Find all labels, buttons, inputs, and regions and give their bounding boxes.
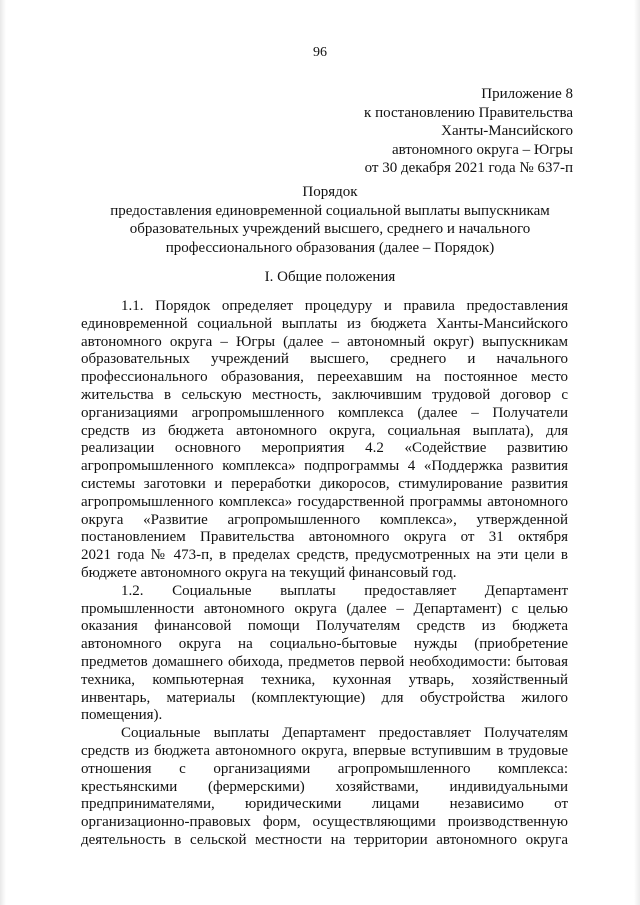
title-line: образовательных учреждений высшего, среднего и начального (129, 221, 531, 237)
body-line: системы заготовки и переработки дикоросов, стимулирование развития (81, 475, 568, 492)
body-line: деятельность в сельской местности на территории автономного округа (81, 831, 568, 848)
appendix-line: от 30 декабря 2021 года № 637-п (364, 160, 573, 176)
body-line: отношения с организациями агропромышленного комплекса: (81, 760, 568, 777)
body-line: предметов домашнего обихода, предметов первой необходимости: бытовая (81, 653, 568, 670)
body-line: помещения). (81, 707, 163, 724)
appendix-line: Приложение 8 (481, 86, 573, 102)
body-line: промышленности автономного округа (далее – Департамент) с целью (81, 600, 568, 617)
body-line: автономного округа – Югры (далее – автономный округ) выпускникам (81, 333, 568, 350)
body-line: организациями агропромышленного комплекса (далее – Получатели (81, 404, 568, 421)
body-line: 1.1. Порядок определяет процедуру и правила предоставления (121, 298, 568, 314)
body-line: бюджете автономного округа на текущий финансовый год. (81, 564, 457, 581)
body-line: агропромышленного комплекса» подпрограммы 4 «Поддержка развития (81, 458, 568, 475)
body-line: автономного округа на социально-бытовые нужды (приобретение (81, 636, 568, 653)
title-line: предоставления единовременной социальной выплаты выпускникам (110, 202, 550, 219)
page-number: 96 (313, 45, 327, 60)
section-heading: I. Общие положения (264, 269, 396, 285)
body-line: жительства в сельскую местность, заключившим трудовой договор с (81, 386, 568, 403)
body-line: крестьянскими (фермерскими) хозяйствами, индивидуальными (81, 778, 568, 795)
appendix-line: автономного округа – Югры (391, 141, 573, 158)
body-line: Социальные выплаты Департамент предоставляет Получателям (121, 725, 568, 742)
scan-edge-right (634, 0, 640, 905)
body-line: 2021 года № 473-п, в пределах средств, предусмотренных на эти цели в (81, 547, 568, 564)
body-line: организационно-правовых форм, осуществляющими производственную (81, 814, 568, 831)
body-text (81, 298, 568, 850)
document-title (90, 183, 570, 257)
body-line: предпринимателями, юридическими лицами независимо от (81, 796, 568, 813)
body-line: 1.2. Социальные выплаты предоставляет Департамент (121, 582, 568, 599)
appendix-line: к постановлению Правительства (364, 104, 573, 121)
body-line: агропромышленного комплекса» государственной программы автономного (81, 493, 568, 510)
body-line: средств из бюджета автономного округа, впервые вступившим в трудовые (81, 742, 568, 759)
scan-edge-left (0, 0, 6, 905)
title-line: Порядок (302, 184, 358, 200)
body-line: постановлением Правительства автономного округа от 31 октября (81, 529, 568, 546)
body-line: техника, компьютерная техника, кухонная утварь, хозяйственный (81, 671, 568, 688)
title-line: профессионального образования (далее – Порядок) (165, 239, 495, 256)
body-line: округа «Развитие агропромышленного комплекса», утвержденной (81, 511, 568, 528)
body-line: средств из бюджета автономного округа, социальная выплата), для (81, 422, 568, 439)
body-line: инвентарь, материалы (комплектующие) для обустройства жилого (81, 689, 568, 706)
body-line: реализации основного мероприятия 4.2 «Содействие развитию (81, 440, 568, 457)
appendix-block (364, 85, 573, 178)
body-line: оказания финансовой помощи Получателям средств из бюджета (81, 618, 568, 635)
appendix-line: Ханты-Мансийского (441, 123, 573, 139)
body-line: образовательных учреждений высшего, среднего и начального (81, 351, 568, 368)
body-line: профессионального образования, переехавшим на постоянное место (81, 369, 568, 386)
body-line: единовременной социальной выплаты из бюджета Ханты-Мансийского (81, 315, 568, 332)
